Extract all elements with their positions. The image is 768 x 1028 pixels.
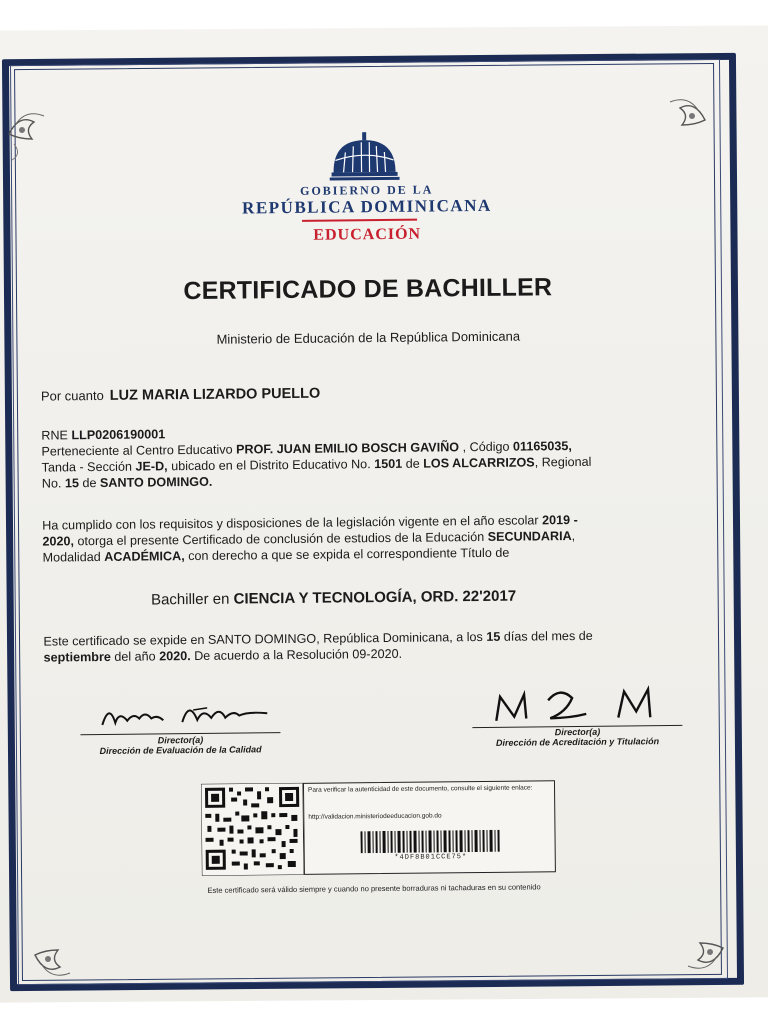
codigo-value: 01165035,	[513, 439, 572, 454]
school-year-start: 2019 -	[542, 513, 578, 527]
issuance-text-1: Este certificado se expide en SANTO DOMINGO, República Dominicana, a los	[43, 630, 482, 649]
student-line	[41, 386, 321, 405]
left-signer-department: Dirección de Evaluación de la Calidad	[71, 744, 291, 756]
issuance-month: septiembre	[44, 650, 111, 665]
left-signature-icon	[97, 695, 277, 733]
issuance-text-3: del año	[114, 649, 155, 663]
centro-name: PROF. JUAN EMILIO BOSCH GAVIÑO	[236, 440, 459, 456]
government-dome-logo-icon	[329, 130, 400, 183]
codigo-label: , Código	[462, 440, 509, 454]
requirements-paragraph	[42, 511, 682, 566]
modalidad-label: Modalidad	[43, 550, 101, 565]
republic-label: REPÚBLICA DOMINICANA	[197, 195, 537, 219]
de-text: de	[406, 457, 420, 471]
resolution-text: De acuerdo a la Resolución 09-2020.	[194, 647, 402, 663]
no-label: No.	[42, 476, 62, 490]
school-year-end: 2020,	[42, 534, 74, 548]
right-signature-icon	[490, 683, 680, 729]
right-signer-department: Dirección de Acreditación y Titulación	[462, 736, 692, 748]
distrito-text: ubicado en el Distrito Educativo No.	[171, 457, 371, 473]
government-label: GOBIERNO DE LA	[257, 182, 477, 199]
rne-label: RNE	[41, 428, 68, 442]
red-divider	[302, 219, 417, 222]
requirements-text-4: con derecho a que se expida el correspondiente Título de	[188, 546, 509, 563]
requirements-line-2: 2020, otorga el presente Certificado de conclusión de estudios de la Educación SECUNDARIA,	[42, 527, 682, 550]
degree-prefix: Bachiller en	[151, 591, 230, 609]
requirements-text-1: Ha cumplido con los requisitos y disposiciones de la legislación vigente en el año escolar	[42, 513, 538, 532]
student-name: LUZ MARIA LIZARDO PUELLO	[110, 386, 321, 404]
qr-code-icon	[201, 783, 304, 876]
distrito-value: 1501	[374, 457, 402, 471]
degree-line	[151, 587, 621, 609]
municipio-value: LOS ALCARRIZOS	[423, 455, 535, 470]
por-cuanto-label: Por cuanto	[41, 388, 104, 404]
issuance-day: 15	[486, 630, 500, 644]
tanda-label: Tanda - Sección	[42, 460, 132, 475]
right-signer-title: Director(a)	[472, 726, 682, 738]
issuance-text-2: días del mes de	[504, 629, 593, 644]
verification-instructions: Para verificar la autenticidad de este documento, consulte el siguiente enlace:	[308, 784, 552, 795]
certificate-title: CERTIFICADO DE BACHILLER	[98, 272, 638, 307]
rne-value: LLP0206190001	[71, 427, 165, 442]
de-text-2: de	[82, 476, 96, 490]
education-level: SECUNDARIA	[488, 529, 572, 544]
provincia-value: SANTO DOMINGO.	[100, 475, 213, 490]
issuance-year: 2020.	[159, 649, 191, 663]
verification-box	[303, 780, 556, 875]
modalidad-value: ACADÉMICA,	[104, 549, 185, 564]
verification-url: http://validacion.ministeriodeeducacion.gob.do	[308, 812, 441, 820]
student-details-paragraph	[41, 421, 682, 492]
issuance-paragraph	[43, 627, 683, 666]
centro-prefix: Perteneciente al Centro Educativo	[41, 443, 232, 459]
requirements-text-2: otorga el presente Certificado de conclusión de estudios de la Educación	[77, 530, 484, 548]
degree-mention: CIENCIA Y TECNOLOGÍA, ORD. 22'2017	[234, 588, 517, 608]
seccion-value: JE-D,	[135, 459, 167, 473]
left-signer-title: Director(a)	[80, 734, 280, 746]
ministry-subtitle: Ministerio de Educación de la República Dominicana	[98, 327, 638, 348]
barcode-icon	[360, 830, 500, 853]
regional-value: 15	[65, 476, 79, 490]
barcode-number: *4DF8B01CCE75*	[361, 853, 501, 862]
regional-label: , Regional	[535, 455, 592, 470]
education-label: EDUCACIÓN	[257, 225, 477, 245]
validity-footnote: Este certificado será válido siempre y cuando no presente borraduras ni tachaduras en su contenido	[134, 882, 614, 896]
